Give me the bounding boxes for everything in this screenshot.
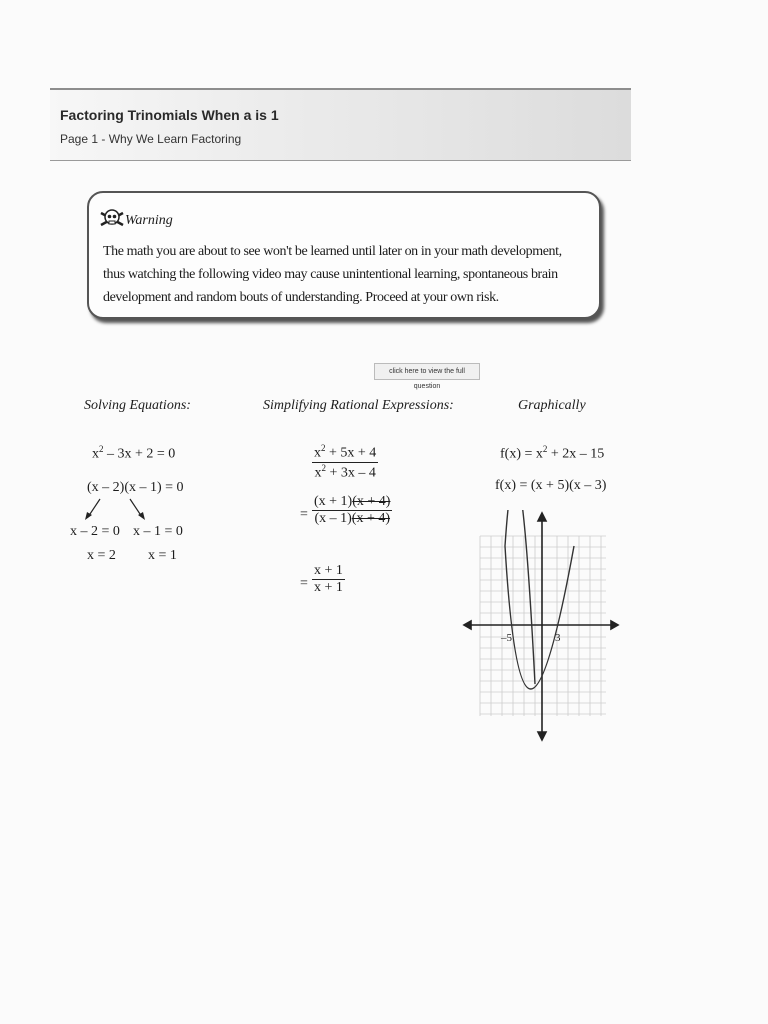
left-factor-equation: x – 2 = 0 [70,524,120,539]
solving-equations-title: Solving Equations: [84,398,191,413]
function-factored-form: f(x) = (x + 5)(x – 3) [495,478,607,493]
parabola-curve [505,510,574,689]
equals-sign-1: = [300,507,308,522]
function-standard-form [500,444,604,463]
warning-text: The math you are about to see won't be learned until later on in your math development, thus watching the following video may cause unintentional learning, spontaneous brain development and random bouts of understanding. Proceed at your own risk. [103,244,562,305]
eq1-left: f(x) = x [500,446,543,462]
den1-var: x [314,465,322,481]
lesson-header [50,88,631,161]
warning-label: Warning [125,213,173,228]
root-left-label: –5 [501,632,512,644]
lesson-page-subtitle: Page 1 - Why We Learn Factoring [60,132,242,146]
right-solution: x = 1 [148,548,177,563]
solving-equation-line1 [92,444,175,463]
equals-sign-2: = [300,576,308,591]
warning-box [87,191,601,319]
left-solution: x = 2 [87,548,116,563]
fraction2-denominator [312,510,392,527]
branch-arrows-icon [70,496,190,522]
num1-exponent: 2 [321,443,326,453]
graph-grid [480,536,606,716]
line1-rest: – 3x + 2 = 0 [103,446,176,462]
den1-exponent: 2 [321,462,326,473]
graphically-title: Graphically [518,398,586,413]
rational-fraction-2 [312,494,392,527]
eq1-exponent: 2 [542,444,548,454]
line1-exponent: 2 [99,444,104,454]
eq1-rest: + 2x – 15 [547,446,605,462]
den2-cancelled-factor: (x + 4) [351,511,391,526]
den2-factor-a: (x – 1) [314,511,352,526]
rational-fraction-1 [312,443,378,481]
line1-var: x [92,446,99,462]
num1-rest: + 5x + 4 [325,445,377,461]
fraction1-denominator [312,462,378,482]
lesson-title: Factoring Trinomials When a is 1 [60,107,279,123]
num2-cancelled-factor: (x + 4) [352,494,391,509]
num2-factor-a: (x + 1) [314,494,353,509]
den1-rest: + 3x – 4 [325,465,376,481]
solving-factored-line: (x – 2)(x – 1) = 0 [87,480,184,495]
num1-var: x [314,445,321,461]
skull-icon [99,207,125,229]
right-factor-equation: x – 1 = 0 [133,524,183,539]
fraction1-numerator [312,443,378,462]
parabola-graph [460,510,622,742]
rational-fraction-3 [312,563,345,596]
fraction3-numerator: x + 1 [314,563,343,578]
root-right-label: 3 [555,632,561,644]
view-full-question-button[interactable]: click here to view the full question [374,363,480,380]
rational-expressions-title: Simplifying Rational Expressions: [263,398,454,413]
fraction2-numerator [312,494,392,510]
fraction3-denominator: x + 1 [314,580,343,595]
